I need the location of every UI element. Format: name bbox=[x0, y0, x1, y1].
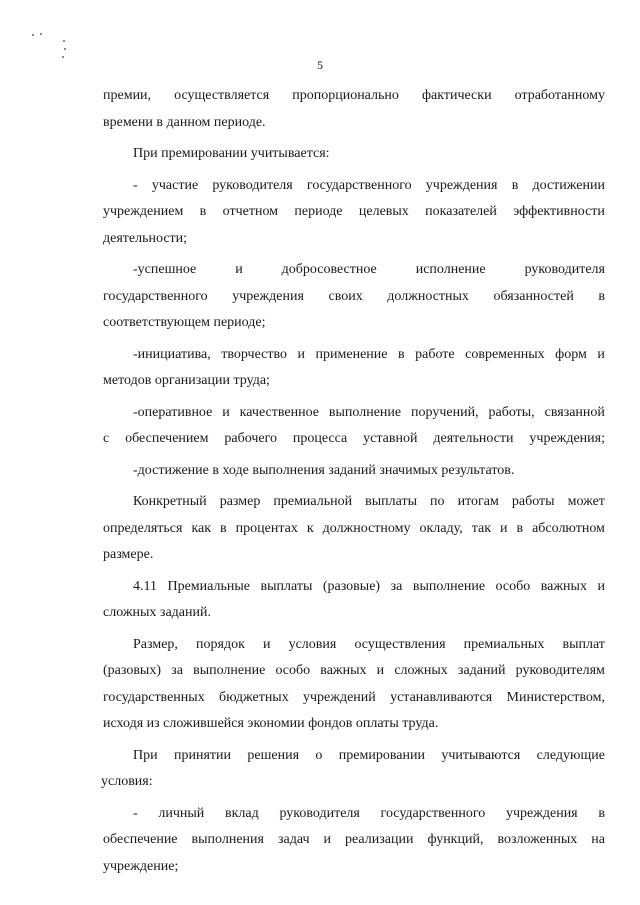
word: размер bbox=[219, 494, 261, 509]
word: - bbox=[133, 805, 138, 821]
word: Министерством, bbox=[506, 689, 605, 705]
word: особо bbox=[275, 663, 311, 678]
word: руководителя bbox=[279, 805, 360, 821]
word: должностному bbox=[322, 520, 411, 536]
word: личный bbox=[158, 805, 205, 821]
word: реализации bbox=[345, 832, 414, 847]
word: условия bbox=[288, 636, 337, 652]
text-line: При премировании учитывается: bbox=[133, 146, 330, 161]
word: работы bbox=[511, 494, 555, 509]
word: достижении bbox=[532, 177, 605, 193]
text-line bbox=[103, 400, 605, 427]
word: руководителям bbox=[515, 663, 605, 678]
word: фактически bbox=[421, 88, 492, 103]
word: следующие bbox=[536, 747, 605, 763]
word: выполнение bbox=[193, 663, 266, 678]
word: обеспечение bbox=[103, 832, 178, 847]
word: участие bbox=[151, 177, 199, 193]
word: творчество bbox=[221, 346, 287, 362]
word: выполнение bbox=[328, 404, 402, 420]
word: государственного bbox=[306, 177, 412, 193]
word: и bbox=[597, 578, 605, 594]
word: так bbox=[471, 520, 491, 536]
word: форм bbox=[555, 346, 587, 362]
text-line bbox=[103, 426, 605, 453]
word: на bbox=[591, 832, 605, 847]
word: задач bbox=[277, 832, 310, 847]
text-line: размере. bbox=[103, 547, 154, 562]
word: в bbox=[598, 805, 605, 821]
text-line: деятельности; bbox=[103, 230, 188, 246]
word: государственного bbox=[103, 288, 208, 304]
text-line bbox=[103, 199, 605, 226]
text-line bbox=[103, 658, 605, 685]
word: учитываются bbox=[441, 747, 521, 763]
word: сложных bbox=[394, 663, 448, 678]
word: современных bbox=[465, 346, 545, 362]
word: и bbox=[499, 520, 508, 536]
word: отработанному bbox=[514, 88, 605, 103]
word: и bbox=[235, 262, 243, 277]
text-line bbox=[103, 743, 605, 770]
word: итогам bbox=[457, 494, 499, 509]
word: своих bbox=[328, 288, 363, 304]
text-line bbox=[103, 489, 605, 516]
word: к bbox=[306, 520, 314, 536]
text-line: времени в данном периоде. bbox=[103, 114, 266, 130]
word: (разовых) bbox=[103, 663, 162, 678]
word: обеспечением bbox=[125, 431, 209, 446]
word: эффективности bbox=[513, 204, 605, 219]
word: 4.11 bbox=[133, 578, 157, 594]
word: устанавливаются bbox=[390, 689, 493, 705]
word: заданий bbox=[457, 663, 506, 678]
word: исполнение bbox=[415, 262, 486, 277]
word: (разовые) bbox=[322, 578, 381, 594]
word: учреждений bbox=[303, 689, 376, 705]
word: в bbox=[220, 520, 227, 536]
word: -успешное bbox=[133, 262, 197, 277]
body-text bbox=[103, 83, 605, 880]
word: и bbox=[376, 663, 385, 678]
word: государственных bbox=[103, 689, 205, 705]
text-line bbox=[103, 516, 605, 543]
word: Премиальные bbox=[167, 578, 250, 594]
text-line bbox=[103, 801, 605, 828]
word: в bbox=[516, 520, 524, 536]
word: отчетном bbox=[222, 204, 279, 219]
text-line bbox=[103, 173, 605, 200]
word: принятии bbox=[173, 747, 232, 763]
word: премиальных bbox=[463, 636, 545, 652]
word: учреждения bbox=[232, 288, 304, 304]
word: поручений, bbox=[411, 404, 479, 420]
word: пропорционально bbox=[292, 88, 399, 103]
word: процентах bbox=[235, 520, 298, 536]
word: - bbox=[133, 177, 138, 193]
word: важных bbox=[320, 663, 367, 678]
text-line: условия: bbox=[101, 774, 153, 789]
word: связанной bbox=[544, 404, 605, 420]
word: добросовестное bbox=[281, 262, 377, 277]
word: в bbox=[199, 204, 207, 219]
word: возложенных bbox=[497, 832, 578, 847]
word: -инициатива, bbox=[133, 346, 211, 362]
text-line bbox=[103, 342, 605, 369]
word: порядок bbox=[196, 636, 245, 652]
word: и bbox=[262, 636, 271, 652]
word: может bbox=[567, 494, 605, 509]
word: премии, bbox=[103, 88, 152, 103]
word: осуществляется bbox=[174, 88, 270, 103]
word: обязанностей bbox=[493, 288, 574, 304]
text-line bbox=[103, 632, 605, 659]
word: в bbox=[598, 288, 605, 304]
word: При bbox=[133, 747, 158, 763]
word: в bbox=[511, 177, 519, 193]
word: по bbox=[430, 494, 445, 509]
word: с bbox=[103, 431, 110, 446]
word: работы, bbox=[488, 404, 535, 420]
text-line bbox=[103, 83, 605, 110]
text-line bbox=[103, 827, 605, 854]
text-line bbox=[103, 284, 605, 311]
word: и bbox=[297, 346, 305, 362]
word: учреждения bbox=[505, 805, 578, 821]
word: функций, bbox=[427, 832, 484, 847]
word: учреждения; bbox=[529, 431, 605, 446]
word: руководителя bbox=[524, 262, 605, 277]
word: деятельности bbox=[433, 431, 514, 446]
word: в bbox=[398, 346, 405, 362]
word: процесса bbox=[292, 431, 348, 446]
word: премировании bbox=[338, 747, 425, 763]
word: премиальной bbox=[273, 494, 353, 509]
word: окладу, bbox=[419, 520, 463, 536]
word: и bbox=[323, 832, 332, 847]
word: Размер, bbox=[133, 636, 178, 652]
word: Конкретный bbox=[133, 494, 207, 509]
text-line: исходя из сложившейся экономии фондов оплаты труда. bbox=[103, 716, 439, 731]
word: выплаты bbox=[260, 578, 313, 594]
word: -оперативное bbox=[133, 404, 213, 420]
word: бюджетных bbox=[219, 689, 289, 705]
word: и bbox=[597, 346, 605, 362]
text-line: учреждение; bbox=[103, 858, 179, 874]
word: руководителя bbox=[212, 177, 293, 193]
word: важных bbox=[540, 578, 587, 594]
word: и bbox=[222, 404, 230, 420]
word: определяться bbox=[103, 520, 183, 536]
word: показателей bbox=[425, 204, 497, 219]
page-number: 5 bbox=[317, 58, 323, 72]
word: работе bbox=[415, 346, 455, 362]
section-heading-cont: сложных заданий. bbox=[103, 605, 211, 620]
word: качественное bbox=[239, 404, 319, 420]
word: абсолютном bbox=[532, 520, 605, 536]
word: выплат bbox=[562, 636, 605, 652]
word: применение bbox=[315, 346, 388, 362]
word: о bbox=[315, 747, 323, 763]
text-line: методов организации труда; bbox=[103, 373, 270, 388]
word: за bbox=[171, 663, 183, 678]
text-line bbox=[103, 257, 605, 284]
word: государственного bbox=[380, 805, 486, 821]
word: рабочего bbox=[224, 431, 278, 446]
word: должностных bbox=[387, 288, 469, 304]
word: выполнения bbox=[191, 832, 264, 847]
word: осуществления bbox=[354, 636, 446, 652]
word: выполнение bbox=[412, 578, 486, 594]
word: вклад bbox=[225, 805, 259, 821]
word: целевых bbox=[358, 204, 409, 219]
word: решения bbox=[247, 747, 300, 763]
text-line bbox=[103, 685, 605, 712]
text-line: соответствующем периоде; bbox=[103, 315, 266, 330]
section-heading bbox=[103, 574, 605, 601]
word: за bbox=[390, 578, 403, 594]
word: уставной bbox=[363, 431, 418, 446]
word: выплаты bbox=[365, 494, 418, 509]
word: особо bbox=[495, 578, 531, 594]
word: как bbox=[191, 520, 212, 536]
word: учреждения bbox=[425, 177, 498, 193]
word: учреждением bbox=[103, 204, 184, 219]
text-line: -достижение в ходе выполнения заданий значимых результатов. bbox=[133, 462, 515, 478]
word: периоде bbox=[294, 204, 343, 219]
